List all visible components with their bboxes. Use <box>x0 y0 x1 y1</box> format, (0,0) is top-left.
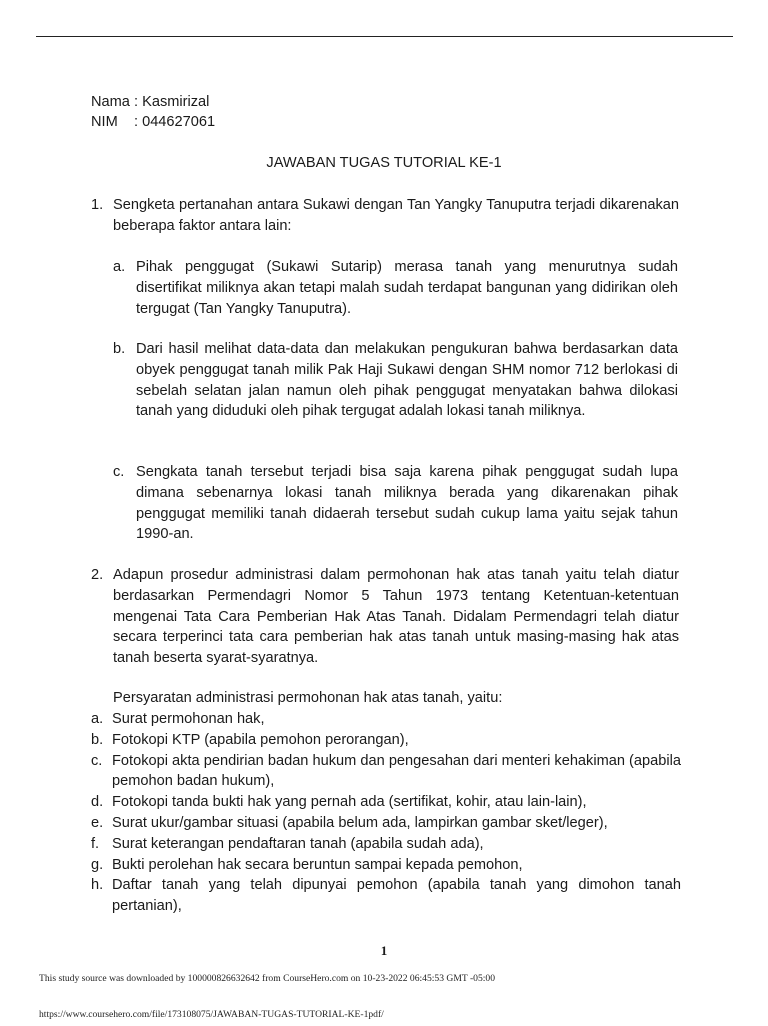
list-item-text: Fotokopi akta pendirian badan hukum dan pengesahan dari menteri kehakiman (apabila pemohon badan hukum), <box>112 752 681 790</box>
q2-number: 2. <box>91 567 104 583</box>
list-item <box>91 834 681 855</box>
student-nim: NIM : 044627061 <box>91 114 216 130</box>
list-item-label: c. <box>91 752 103 769</box>
list-item <box>91 855 681 876</box>
list-item-label: g. <box>91 856 104 873</box>
list-item <box>91 792 681 813</box>
list-item <box>91 875 681 917</box>
q1-point-c: Sengkata tanah tersebut terjadi bisa saja karena pihak penggugat sudah lupa dimana sebenarnya lokasi tanah miliknya berada yang dikarenakan pihak penggugat memiliki tanah didaerah tersebut sudah cukup lama yaitu sejak tahun 1990-an. <box>136 464 678 543</box>
document-title: JAWABAN TUGAS TUTORIAL KE-1 <box>266 155 502 171</box>
page-number: 1 <box>380 943 388 958</box>
q1-point-b: Dari hasil melihat data-data dan melakukan pengukuran bahwa berdasarkan data obyek penggugat tanah milik Pak Haji Sukawi dengan SHM nomor 712 berlokasi di sebelah selatan jalan namun oleh pihak penggugat menyatakan bahwa dilokasi tanah yang diduduki oleh pihak tergugat adalah lokasi tanah miliknya. <box>136 341 678 420</box>
list-item-text: Surat ukur/gambar situasi (apabila belum ada, lampirkan gambar sket/leger), <box>112 814 608 831</box>
top-rule <box>36 36 733 37</box>
list-item-label: a. <box>91 711 104 727</box>
q2-requirements-heading: Persyaratan administrasi permohonan hak atas tanah, yaitu: <box>113 690 503 706</box>
list-item-text: Daftar tanah yang telah dipunyai pemohon (apabila tanah yang dimohon tanah pertanian), <box>112 877 681 915</box>
list-item-label: e. <box>91 814 104 831</box>
q1-number: 1. <box>91 197 104 213</box>
list-item-label: f. <box>91 835 100 852</box>
list-item <box>91 813 681 834</box>
list-item-text: Fotokopi KTP (apabila pemohon perorangan), <box>112 731 409 748</box>
q1-point-a-label: a. <box>113 259 126 275</box>
list-item-text: Surat permohonan hak, <box>112 711 265 727</box>
source-url[interactable]: https://www.coursehero.com/file/173108075/JAWABAN-TUGAS-TUTORIAL-KE-1pdf/ <box>39 1009 384 1020</box>
list-item-text: Surat keterangan pendaftaran tanah (apabila sudah ada), <box>112 835 484 852</box>
q1-point-b-label: b. <box>113 341 126 357</box>
download-note: This study source was downloaded by 100000826632642 from CourseHero.com on 10-23-2022 06:45:53 GMT -05:00 <box>39 973 496 984</box>
q1-point-c-label: c. <box>113 464 125 480</box>
q1-intro: Sengketa pertanahan antara Sukawi dengan Tan Yangky Tanuputra terjadi dikarenakan beberapa faktor antara lain: <box>113 197 679 234</box>
list-item-text: Bukti perolehan hak secara beruntun sampai kepada pemohon, <box>112 856 523 873</box>
list-item <box>91 730 681 751</box>
list-item-label: d. <box>91 794 104 811</box>
list-item <box>91 709 681 730</box>
student-name: Nama : Kasmirizal <box>91 94 210 110</box>
list-item-label: h. <box>91 877 104 894</box>
requirements-list <box>91 709 681 917</box>
q2-intro: Adapun prosedur administrasi dalam permohonan hak atas tanah yaitu telah diatur berdasarkan Permendagri Nomor 5 Tahun 1973 tentang Ketentuan-ketentuan mengenai Tata Cara Pemberian Hak Atas Tanah. Didalam Permendagri telah diatur secara terperinci tata cara pemberian hak atas tanah untuk masing-masing hak atas tanah beserta syarat-syaratnya. <box>113 567 679 667</box>
list-item <box>91 751 681 793</box>
q1-point-a: Pihak penggugat (Sukawi Sutarip) merasa tanah yang menurutnya sudah disertifikat miliknya akan tetapi malah sudah terdapat bangunan yang didirikan oleh tergugat (Tan Yangky Tanuputra). <box>136 259 678 317</box>
list-item-text: Fotokopi tanda bukti hak yang pernah ada (sertifikat, kohir, atau lain-lain), <box>112 794 587 811</box>
list-item-label: b. <box>91 731 104 748</box>
